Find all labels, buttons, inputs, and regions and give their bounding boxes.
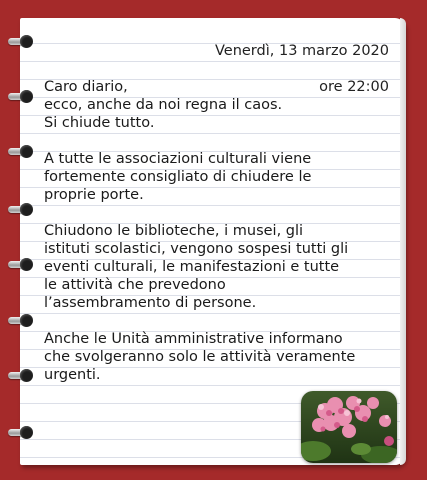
punch-hole bbox=[20, 258, 33, 271]
pink-geranium-flowers-photo bbox=[301, 391, 397, 463]
text-line: che svolgeranno solo le attività veramente bbox=[44, 349, 356, 365]
text-line: l’assembramento di persone. bbox=[44, 295, 257, 311]
punch-hole bbox=[20, 35, 33, 48]
binding-ring bbox=[8, 314, 34, 330]
text-line: urgenti. bbox=[44, 367, 101, 383]
binding-ring bbox=[8, 145, 34, 161]
punch-hole bbox=[20, 145, 33, 158]
diary-time: ore 22:00 bbox=[319, 79, 389, 95]
punch-hole bbox=[20, 426, 33, 439]
punch-hole bbox=[20, 90, 33, 103]
text-line: Si chiude tutto. bbox=[44, 115, 155, 131]
binding-ring bbox=[8, 203, 34, 219]
binding-ring bbox=[8, 426, 34, 442]
flower-photo bbox=[301, 391, 397, 463]
text-line: proprie porte. bbox=[44, 187, 144, 203]
paragraph-associations bbox=[44, 150, 394, 204]
text-line: Anche le Unità amministrative informano bbox=[44, 331, 343, 347]
binding-ring bbox=[8, 258, 34, 274]
text-line: A tutte le associazioni culturali viene bbox=[44, 151, 312, 167]
text-line: eventi culturali, le manifestazioni e tutte bbox=[44, 259, 340, 275]
binding-ring bbox=[8, 90, 34, 106]
text-line: le attività che prevedono bbox=[44, 277, 226, 293]
binding-ring bbox=[8, 35, 34, 51]
binding-ring bbox=[8, 369, 34, 385]
diary-entry-text bbox=[44, 78, 394, 384]
text-line: fortemente consigliato di chiudere le bbox=[44, 169, 312, 185]
text-line: Caro diario, bbox=[44, 79, 128, 95]
punch-hole bbox=[20, 369, 33, 382]
paragraph-closures bbox=[44, 222, 394, 312]
text-line: Chiudono le biblioteche, i musei, gli bbox=[44, 223, 304, 239]
paragraph-administration bbox=[44, 330, 394, 384]
text-line: istituti scolastici, vengono sospesi tutti gli bbox=[44, 241, 349, 257]
diary-date: Venerdì, 13 marzo 2020 bbox=[214, 43, 389, 59]
punch-hole bbox=[20, 203, 33, 216]
punch-hole bbox=[20, 314, 33, 327]
paragraph-greeting bbox=[44, 78, 394, 132]
text-line: ecco, anche da noi regna il caos. bbox=[44, 97, 283, 113]
